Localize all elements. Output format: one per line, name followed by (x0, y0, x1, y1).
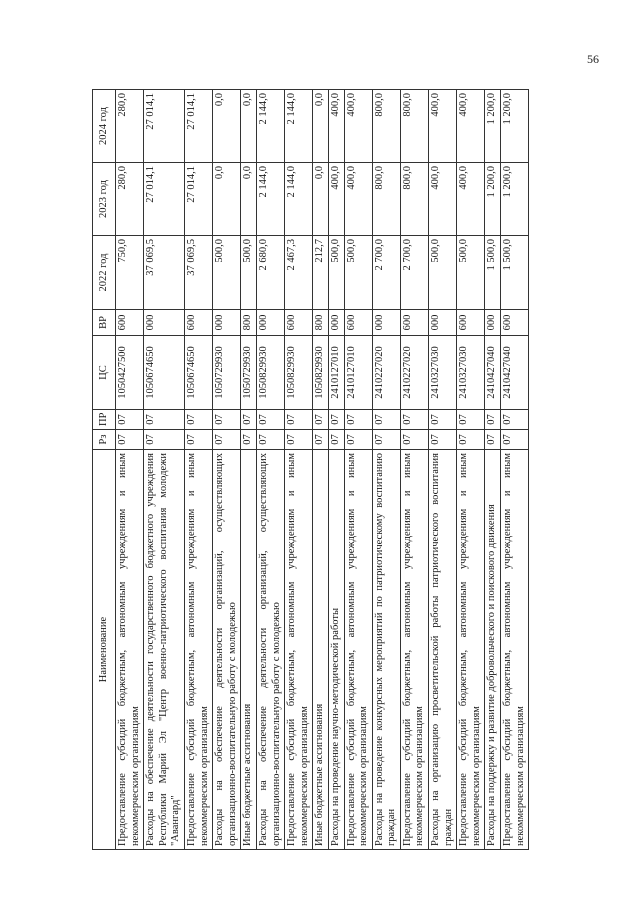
cell-2024: 2 144,0 (285, 90, 313, 163)
cell-2023: 800,0 (372, 163, 400, 236)
cell-pr: 07 (241, 410, 257, 430)
cell-2022: 500,0 (457, 236, 485, 310)
cell-pr: 07 (501, 410, 529, 430)
cell-name: Расходы на обеспечение деятельности государственного бюджетного учреждения Республики Марий Эл "Центр военно-патриотического воспитания молодежи "Авангард" (144, 450, 185, 850)
cell-rz: 07 (457, 430, 485, 450)
cell-name: Иные бюджетные ассигнования (241, 450, 257, 850)
cell-cs: 2410227020 (372, 336, 400, 410)
cell-2022: 2 680,0 (256, 236, 284, 310)
cell-2023: 280,0 (116, 163, 144, 236)
cell-2023: 0,0 (313, 163, 329, 236)
cell-2023: 2 144,0 (256, 163, 284, 236)
cell-vr: 600 (116, 310, 144, 336)
cell-name: Предоставление субсидий бюджетным, автономным учреждениям и иным некоммерческим организациям (457, 450, 485, 850)
cell-2022: 2 700,0 (400, 236, 428, 310)
table-row (256, 90, 284, 850)
header-name: Наименование (93, 450, 116, 850)
table-row (372, 90, 400, 850)
table-row (457, 90, 485, 850)
cell-name: Расходы на проведение конкурсных мероприятий по патриотическому воспитанию граждан (372, 450, 400, 850)
cell-pr: 07 (313, 410, 329, 430)
cell-2023: 800,0 (400, 163, 428, 236)
cell-pr: 07 (372, 410, 400, 430)
cell-cs: 1050729930 (241, 336, 257, 410)
cell-rz: 07 (429, 430, 457, 450)
header-cs: ЦС (93, 336, 116, 410)
cell-rz: 07 (313, 430, 329, 450)
header-2023: 2023 год (93, 163, 116, 236)
header-row (93, 90, 116, 850)
table-body (116, 90, 529, 850)
cell-rz: 07 (144, 430, 185, 450)
cell-2022: 500,0 (213, 236, 241, 310)
cell-rz: 07 (213, 430, 241, 450)
cell-2024: 2 144,0 (256, 90, 284, 163)
cell-2024: 400,0 (344, 90, 372, 163)
cell-2024: 0,0 (213, 90, 241, 163)
cell-vr: 800 (241, 310, 257, 336)
cell-2023: 400,0 (429, 163, 457, 236)
cell-2022: 2 700,0 (372, 236, 400, 310)
cell-2022: 1 500,0 (485, 236, 501, 310)
cell-name: Иные бюджетные ассигнования (313, 450, 329, 850)
cell-pr: 07 (457, 410, 485, 430)
cell-rz: 07 (328, 430, 344, 450)
cell-rz: 07 (116, 430, 144, 450)
budget-table (92, 89, 529, 850)
header-2024: 2024 год (93, 90, 116, 163)
table-row (328, 90, 344, 850)
cell-cs: 1050829930 (285, 336, 313, 410)
cell-pr: 07 (344, 410, 372, 430)
cell-vr: 000 (372, 310, 400, 336)
cell-vr: 600 (184, 310, 212, 336)
cell-vr: 000 (485, 310, 501, 336)
cell-vr: 600 (285, 310, 313, 336)
cell-2023: 0,0 (213, 163, 241, 236)
cell-vr: 000 (213, 310, 241, 336)
cell-vr: 000 (256, 310, 284, 336)
cell-rz: 07 (485, 430, 501, 450)
cell-2022: 212,7 (313, 236, 329, 310)
cell-pr: 07 (429, 410, 457, 430)
cell-2022: 500,0 (241, 236, 257, 310)
header-rz: Рз (93, 430, 116, 450)
table-row (184, 90, 212, 850)
cell-pr: 07 (485, 410, 501, 430)
cell-2024: 400,0 (429, 90, 457, 163)
cell-2023: 1 200,0 (501, 163, 529, 236)
cell-pr: 07 (116, 410, 144, 430)
table-row (116, 90, 144, 850)
header-pr: ПР (93, 410, 116, 430)
cell-2022: 750,0 (116, 236, 144, 310)
cell-vr: 000 (328, 310, 344, 336)
cell-vr: 000 (429, 310, 457, 336)
cell-cs: 2410427040 (501, 336, 529, 410)
cell-cs: 1050427500 (116, 336, 144, 410)
cell-name: Предоставление субсидий бюджетным, автономным учреждениям и иным некоммерческим организациям (285, 450, 313, 850)
cell-name: Расходы на поддержку и развитие добровольческого и поискового движения (485, 450, 501, 850)
cell-vr: 600 (400, 310, 428, 336)
cell-2024: 280,0 (116, 90, 144, 163)
cell-cs: 2410427040 (485, 336, 501, 410)
cell-name: Расходы на обеспечение деятельности организаций, осуществляющих организационно-воспитательную работу с молодежью (213, 450, 241, 850)
cell-vr: 600 (457, 310, 485, 336)
cell-2022: 500,0 (429, 236, 457, 310)
cell-2024: 0,0 (241, 90, 257, 163)
cell-pr: 07 (213, 410, 241, 430)
cell-pr: 07 (328, 410, 344, 430)
cell-2022: 2 467,3 (285, 236, 313, 310)
cell-cs: 1050674650 (144, 336, 185, 410)
cell-pr: 07 (285, 410, 313, 430)
table-row (241, 90, 257, 850)
cell-2023: 400,0 (344, 163, 372, 236)
cell-name: Предоставление субсидий бюджетным, автономным учреждениям и иным некоммерческим организациям (116, 450, 144, 850)
cell-name: Предоставление субсидий бюджетным, автономным учреждениям и иным некоммерческим организациям (184, 450, 212, 850)
cell-name: Предоставление субсидий бюджетным, автономным учреждениям и иным некоммерческим организациям (344, 450, 372, 850)
cell-2023: 27 014,1 (184, 163, 212, 236)
table-row (285, 90, 313, 850)
cell-2022: 500,0 (328, 236, 344, 310)
cell-2024: 0,0 (313, 90, 329, 163)
header-vr: ВР (93, 310, 116, 336)
cell-2024: 400,0 (328, 90, 344, 163)
cell-cs: 2410327030 (429, 336, 457, 410)
cell-pr: 07 (400, 410, 428, 430)
cell-2023: 400,0 (328, 163, 344, 236)
table-row (429, 90, 457, 850)
cell-rz: 07 (501, 430, 529, 450)
table-row (213, 90, 241, 850)
table-header (93, 90, 116, 850)
cell-cs: 2410127010 (328, 336, 344, 410)
cell-name: Предоставление субсидий бюджетным, автономным учреждениям и иным некоммерческим организациям (400, 450, 428, 850)
cell-2024: 27 014,1 (184, 90, 212, 163)
table-row (144, 90, 185, 850)
cell-rz: 07 (400, 430, 428, 450)
cell-vr: 600 (344, 310, 372, 336)
page-number: 56 (587, 52, 599, 66)
cell-cs: 2410227020 (400, 336, 428, 410)
cell-2023: 2 144,0 (285, 163, 313, 236)
cell-rz: 07 (285, 430, 313, 450)
cell-2023: 1 200,0 (485, 163, 501, 236)
cell-cs: 2410327030 (457, 336, 485, 410)
cell-2022: 37 069,5 (184, 236, 212, 310)
table-row (485, 90, 501, 850)
cell-2022: 37 069,5 (144, 236, 185, 310)
cell-2023: 27 014,1 (144, 163, 185, 236)
cell-rz: 07 (344, 430, 372, 450)
cell-cs: 1050829930 (313, 336, 329, 410)
cell-pr: 07 (184, 410, 212, 430)
cell-pr: 07 (144, 410, 185, 430)
cell-2024: 800,0 (400, 90, 428, 163)
cell-vr: 000 (144, 310, 185, 336)
cell-name: Расходы на организацию просветительской работы патриотического воспитания граждан (429, 450, 457, 850)
cell-2024: 1 200,0 (485, 90, 501, 163)
cell-name: Расходы на обеспечение деятельности организаций, осуществляющих организационно-воспитательную работу с молодежью (256, 450, 284, 850)
cell-2023: 400,0 (457, 163, 485, 236)
cell-2024: 400,0 (457, 90, 485, 163)
cell-rz: 07 (184, 430, 212, 450)
rotated-table-wrapper (92, 90, 572, 850)
cell-2023: 0,0 (241, 163, 257, 236)
table-row (400, 90, 428, 850)
cell-rz: 07 (256, 430, 284, 450)
cell-2024: 1 200,0 (501, 90, 529, 163)
cell-name: Предоставление субсидий бюджетным, автономным учреждениям и иным некоммерческим организациям (501, 450, 529, 850)
cell-vr: 600 (501, 310, 529, 336)
cell-rz: 07 (241, 430, 257, 450)
table-row (501, 90, 529, 850)
cell-vr: 800 (313, 310, 329, 336)
cell-cs: 1050829930 (256, 336, 284, 410)
cell-2024: 27 014,1 (144, 90, 185, 163)
header-2022: 2022 год (93, 236, 116, 310)
cell-name: Расходы на проведение научно-методической работы (328, 450, 344, 850)
table-row (344, 90, 372, 850)
cell-cs: 2410127010 (344, 336, 372, 410)
cell-cs: 1050729930 (213, 336, 241, 410)
cell-pr: 07 (256, 410, 284, 430)
cell-2024: 800,0 (372, 90, 400, 163)
cell-2022: 1 500,0 (501, 236, 529, 310)
cell-cs: 1050674650 (184, 336, 212, 410)
table-row (313, 90, 329, 850)
cell-2022: 500,0 (344, 236, 372, 310)
cell-rz: 07 (372, 430, 400, 450)
